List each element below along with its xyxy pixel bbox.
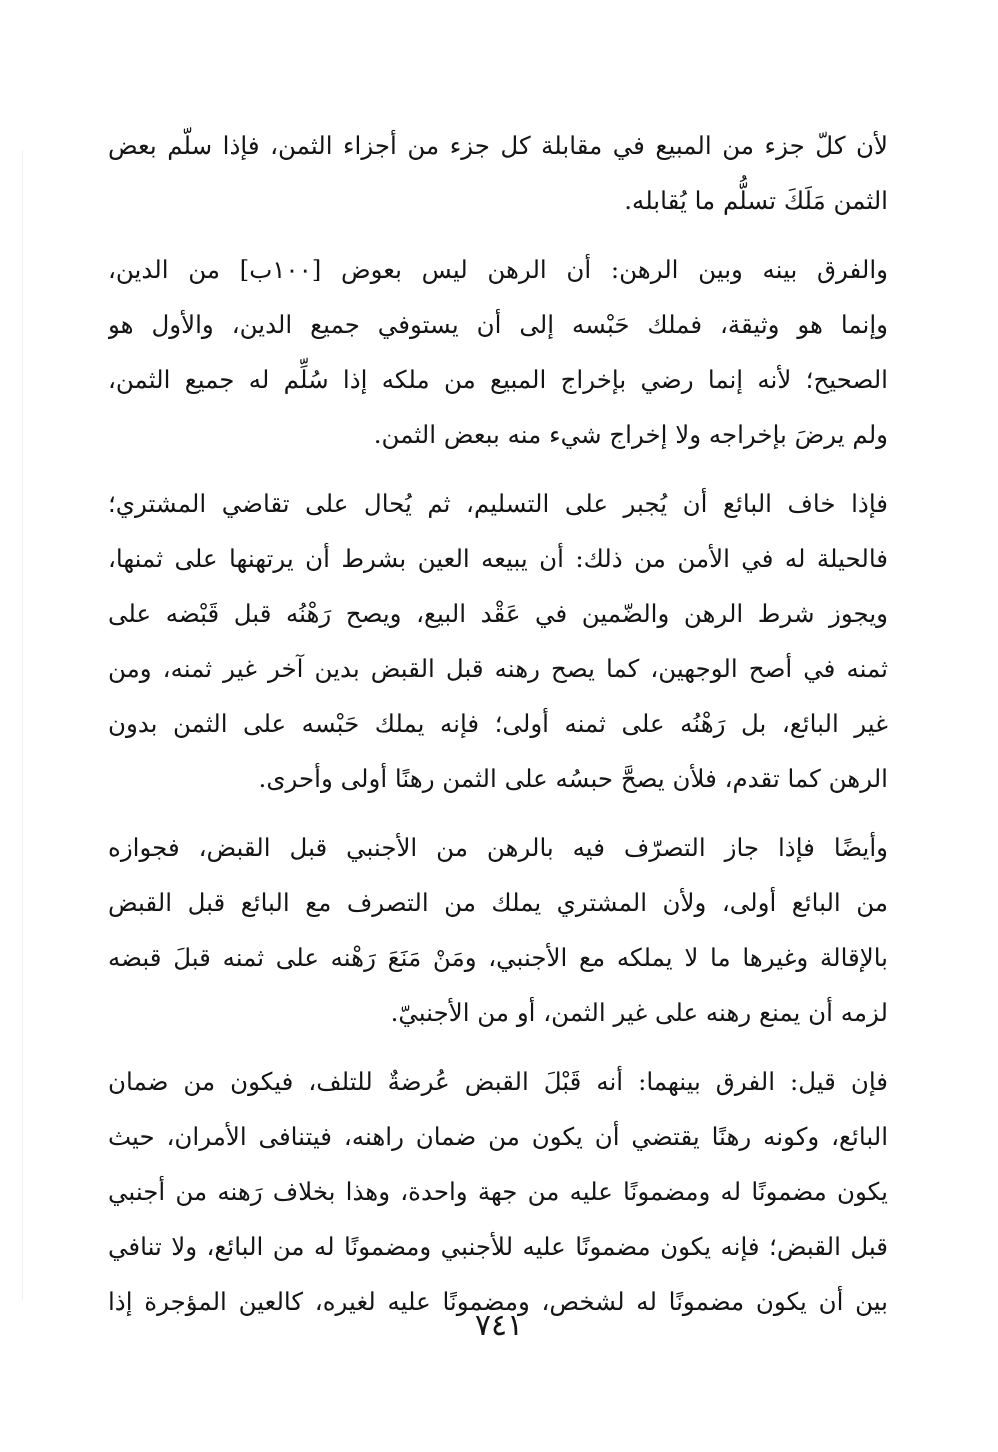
text-line: بالإقالة وغيرها ما لا يملكه مع الأجنبي، ومَنْ مَنَعَ رَهْنه على ثمنه قبلَ قبضه (108, 943, 888, 972)
text-line: ثمنه في أصح الوجهين، كما يصح رهنه قبل القبض بدين آخر غير ثمنه، ومن (108, 654, 888, 683)
text-line: الثمن مَلَكَ تسلُّم ما يُقابله. (624, 186, 888, 215)
text-line: من البائع أولى، ولأن المشتري يملك من التصرف مع البائع قبل القبض (108, 888, 888, 917)
paragraph (108, 476, 888, 806)
text-line: وإنما هو وثيقة، فملك حَبْسه إلى أن يستوفي جميع الدين، والأول هو (108, 310, 888, 339)
text-line: يكون مضمونًا له ومضمونًا عليه من جهة واحدة، وهذا بخلاف رَهنه من أجنبي (108, 1177, 888, 1206)
paragraph (108, 820, 888, 1040)
text-line: والفرق بينه وبين الرهن: أن الرهن ليس بعوض [١٠٠ب] من الدين، (108, 255, 888, 284)
text-line: بين أن يكون مضمونًا له لشخص، ومضمونًا عليه لغيره، كالعين المؤجرة إذا (108, 1287, 888, 1316)
text-line: ويجوز شرط الرهن والضّمين في عَقْد البيع، ويصح رَهْنُه قبل قَبْضه على (108, 599, 888, 628)
text-line: لأن كلّ جزء من المبيع في مقابلة كل جزء من أجزاء الثمن، فإذا سلّم بعض (108, 131, 888, 160)
text-line: البائع، وكونه رهنًا يقتضي أن يكون من ضمان راهنه، فيتنافى الأمران، حيث (108, 1122, 888, 1151)
body-text (108, 118, 888, 1329)
paragraph (108, 242, 888, 462)
text-line: قبل القبض؛ فإنه يكون مضمونًا عليه للأجنبي ومضمونًا له من البائع، ولا تنافي (108, 1232, 888, 1261)
text-line: الرهن كما تقدم، فلأن يصحَّ حبسُه على الثمن رهنًا أولى وأحرى. (258, 764, 888, 793)
paragraph (108, 118, 888, 228)
text-line: ولم يرضَ بإخراجه ولا إخراج شيء منه ببعض الثمن. (373, 420, 888, 449)
text-line: الصحيح؛ لأنه إنما رضي بإخراج المبيع من ملكه إذا سُلِّم له جميع الثمن، (108, 365, 888, 394)
text-line: غير البائع، بل رَهْنُه على ثمنه أولى؛ فإنه يملك حَبْسه على الثمن بدون (108, 709, 888, 738)
paragraph (108, 1054, 888, 1329)
text-line: لزمه أن يمنع رهنه على غير الثمن، أو من الأجنبيّ. (390, 998, 888, 1027)
text-line: وأيضًا فإذا جاز التصرّف فيه بالرهن من الأجنبي قبل القبض، فجوازه (108, 833, 888, 862)
text-line: فإن قيل: الفرق بينهما: أنه قَبْلَ القبض عُرضةٌ للتلف، فيكون من ضمان (108, 1067, 888, 1096)
text-line: فالحيلة له في الأمن من ذلك: أن يبيعه العين بشرط أن يرتهنها على ثمنها، (108, 544, 888, 573)
page-number: ٧٤١ (474, 1308, 524, 1343)
page-edge-line (22, 150, 23, 1300)
text-line: فإذا خاف البائع أن يُجبر على التسليم، ثم يُحال على تقاضي المشتري؛ (108, 489, 888, 518)
